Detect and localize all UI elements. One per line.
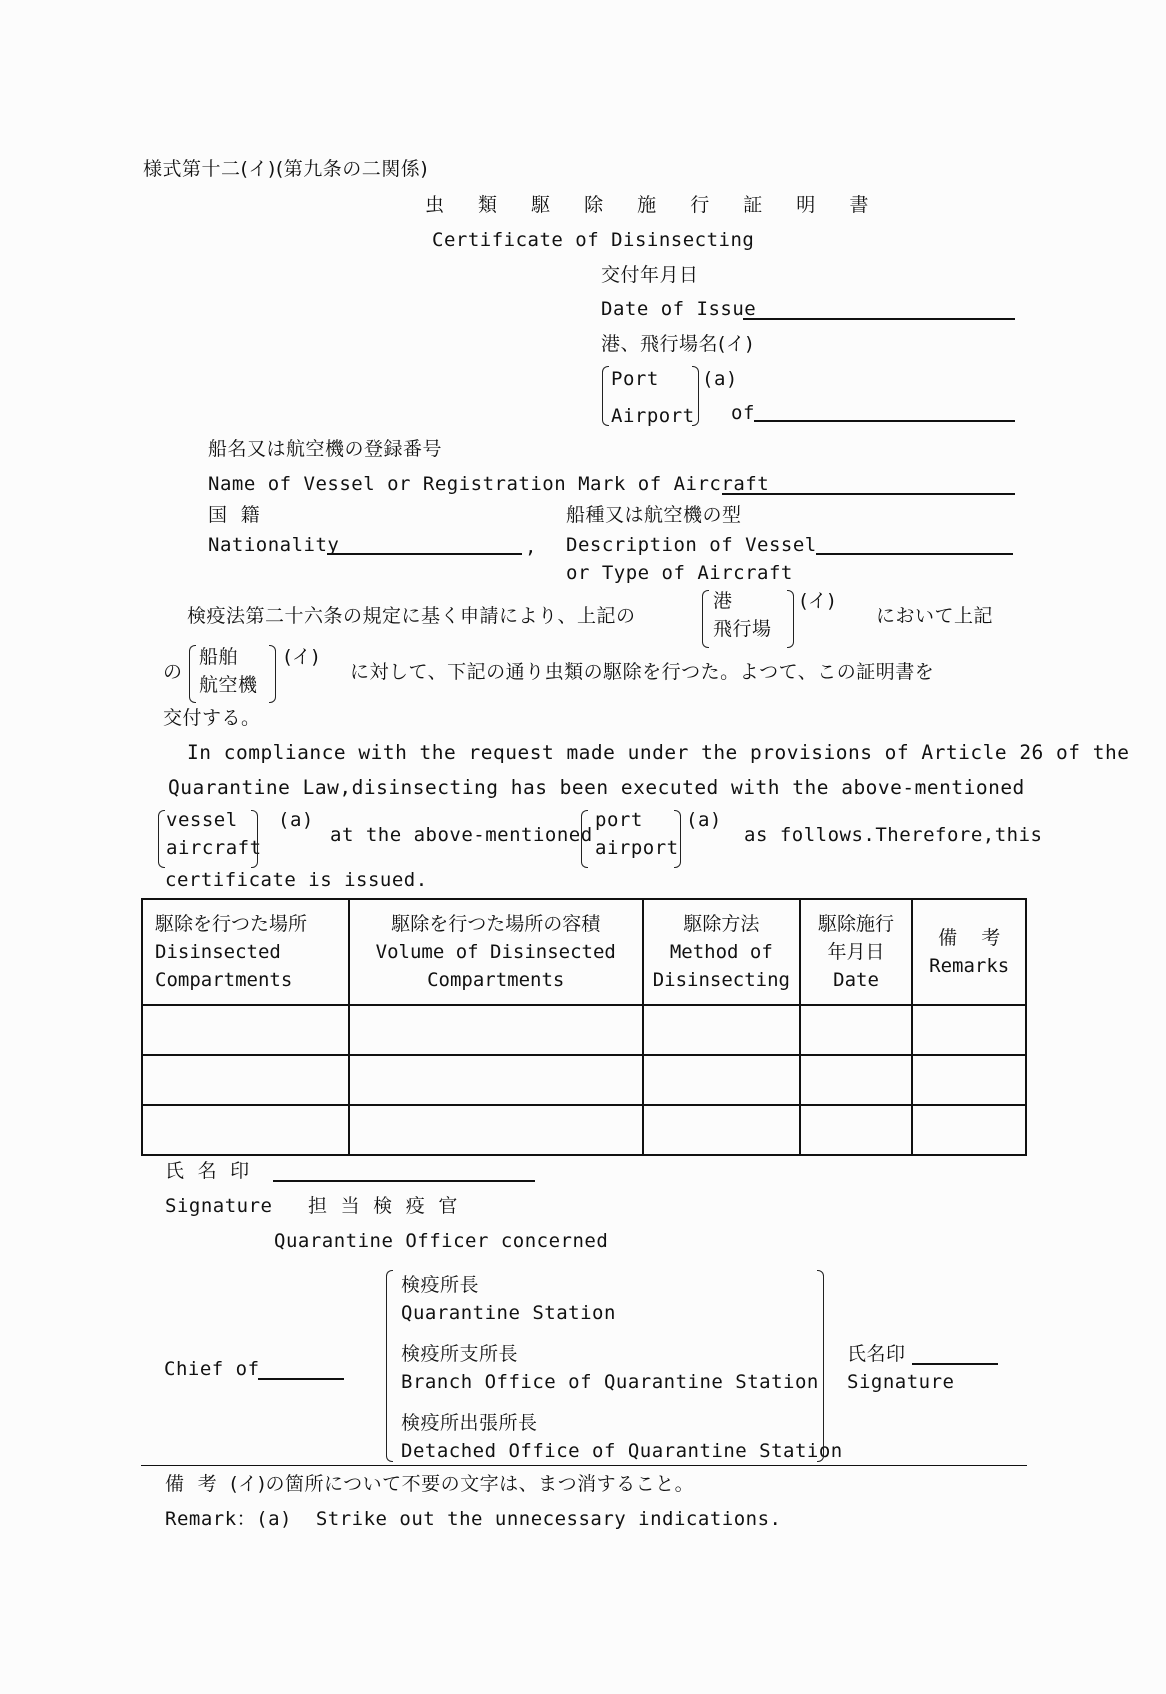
place-marker: (a) [702, 368, 738, 390]
statement-jp-line3: 交付する。 [163, 707, 261, 729]
option-vessel: vessel [166, 809, 238, 831]
marker-i: (イ) [284, 646, 320, 668]
nationality-field[interactable] [327, 553, 522, 555]
left-brace-icon [158, 810, 165, 868]
chief-of-label: Chief of [164, 1358, 260, 1380]
form-number: 様式第十二(イ)(第九条の二関係) [143, 158, 429, 180]
issue-date-field[interactable] [743, 318, 1015, 320]
title-jp: 虫 類 駆 除 施 行 証 明 書 [425, 194, 883, 216]
chief-signature-label-en: Signature [847, 1371, 955, 1393]
cell-remarks[interactable] [912, 1055, 1026, 1105]
header-method: 駆除方法 Method of Disinsecting [643, 899, 800, 1005]
chief-signature-field[interactable] [912, 1363, 998, 1365]
left-brace-icon [386, 1270, 393, 1462]
vessel-name-field[interactable] [722, 493, 1015, 495]
office-1-jp: 検疫所長 [401, 1274, 480, 1296]
left-brace-icon [602, 366, 609, 426]
cell-remarks[interactable] [912, 1105, 1026, 1155]
cell-remarks[interactable] [912, 1005, 1026, 1055]
option-airport-en: airport [595, 837, 679, 859]
option-airfield-jp: 飛行場 [713, 618, 772, 640]
vessel-name-label-en: Name of Vessel or Registration Mark of Aircraft [208, 473, 770, 495]
signature-label-en: Signature [165, 1195, 273, 1217]
statement-en-line4: certificate is issued. [165, 869, 428, 891]
cell-compartments[interactable] [142, 1055, 349, 1105]
right-brace-icon [674, 810, 681, 868]
officer-label-en: Quarantine Officer concerned [274, 1230, 609, 1252]
remarks-jp: 備 考 (イ)の箇所について不要の文字は、まつ消すること。 [165, 1473, 695, 1495]
statement-jp-line1: 検疫法第二十六条の規定に基く申請により、上記の [187, 605, 636, 627]
office-2-en: Branch Office of Quarantine Station [401, 1371, 819, 1393]
nationality-label-en: Nationality [208, 534, 340, 556]
issue-date-label-en: Date of Issue [601, 298, 757, 320]
cell-date[interactable] [800, 1005, 913, 1055]
header-compartments: 駆除を行つた場所 Disinsected Compartments [142, 899, 349, 1005]
nationality-label-jp: 国 籍 [208, 504, 261, 526]
office-1-en: Quarantine Station [401, 1302, 616, 1324]
right-brace-icon [692, 366, 699, 426]
statement-en-middle: at the above-mentioned [330, 824, 593, 846]
cell-volume[interactable] [349, 1005, 643, 1055]
place-name-field[interactable] [754, 420, 1015, 422]
option-airport: Airport [611, 405, 695, 427]
marker-i: (イ) [800, 590, 836, 612]
cell-volume[interactable] [349, 1105, 643, 1155]
office-3-jp: 検疫所出張所長 [401, 1412, 538, 1434]
marker-a: (a) [686, 809, 722, 831]
cell-method[interactable] [643, 1055, 800, 1105]
comma: , [525, 536, 537, 558]
chief-of-field[interactable] [258, 1378, 344, 1380]
title-en: Certificate of Disinsecting [432, 229, 755, 251]
table-row [142, 1055, 1026, 1105]
divider [141, 1465, 1027, 1466]
statement-jp-line2-prefix: の [163, 661, 183, 683]
place-of-label: of [731, 402, 755, 424]
table-header-row [142, 899, 1026, 1005]
cell-compartments[interactable] [142, 1005, 349, 1055]
type-label-jp: 船種又は航空機の型 [566, 504, 742, 526]
statement-jp-line2-suffix: に対して、下記の通り虫類の駆除を行つた。よつて、この証明書を [350, 661, 935, 683]
right-brace-icon [817, 1270, 824, 1462]
officer-signature-field[interactable] [273, 1180, 535, 1182]
officer-label-jp: 担 当 検 疫 官 [308, 1195, 458, 1217]
statement-en-suffix: as follows.Therefore,this [744, 824, 1043, 846]
marker-a: (a) [278, 809, 314, 831]
place-label-jp: 港、飛行場名(イ) [601, 333, 754, 355]
type-field[interactable] [816, 553, 1013, 555]
option-aircraft-jp: 航空機 [199, 674, 258, 696]
statement-jp-line1-suffix: において上記 [876, 605, 994, 627]
cell-compartments[interactable] [142, 1105, 349, 1155]
header-remarks: 備 考 Remarks [912, 899, 1026, 1005]
cell-method[interactable] [643, 1005, 800, 1055]
right-brace-icon [251, 810, 258, 868]
header-date: 駆除施行 年月日 Date [800, 899, 913, 1005]
left-brace-icon [189, 645, 196, 703]
header-volume: 駆除を行つた場所の容積 Volume of Disinsected Compartments [349, 899, 643, 1005]
option-port-en: port [595, 809, 643, 831]
right-brace-icon [787, 590, 794, 648]
table-row [142, 1005, 1026, 1055]
type-label-en-1: Description of Vessel [566, 534, 817, 556]
option-port-jp: 港 [713, 590, 733, 612]
left-brace-icon [581, 810, 588, 868]
cell-date[interactable] [800, 1055, 913, 1105]
remarks-en: Remark：(a) Strike out the unnecessary indications. [165, 1508, 782, 1530]
option-ship-jp: 船舶 [199, 646, 239, 668]
statement-en-line2: Quarantine Law,disinsecting has been executed with the above-mentioned [168, 776, 1025, 799]
vessel-name-label-jp: 船名又は航空機の登録番号 [208, 438, 443, 460]
office-2-jp: 検疫所支所長 [401, 1343, 519, 1365]
chief-seal-label-jp: 氏名印 [847, 1343, 906, 1365]
left-brace-icon [702, 590, 709, 648]
issue-date-label-jp: 交付年月日 [601, 264, 699, 286]
option-port: Port [611, 368, 659, 390]
cell-volume[interactable] [349, 1055, 643, 1105]
statement-en-line1: In compliance with the request made under the provisions of Article 26 of the [187, 741, 1130, 764]
office-3-en: Detached Office of Quarantine Station [401, 1440, 843, 1462]
type-label-en-2: or Type of Aircraft [566, 562, 793, 584]
cell-date[interactable] [800, 1105, 913, 1155]
option-aircraft: aircraft [166, 837, 262, 859]
right-brace-icon [269, 645, 276, 703]
cell-method[interactable] [643, 1105, 800, 1155]
seal-label-jp: 氏 名 印 [165, 1160, 250, 1182]
table-row [142, 1105, 1026, 1155]
disinsecting-table [141, 898, 1027, 1156]
